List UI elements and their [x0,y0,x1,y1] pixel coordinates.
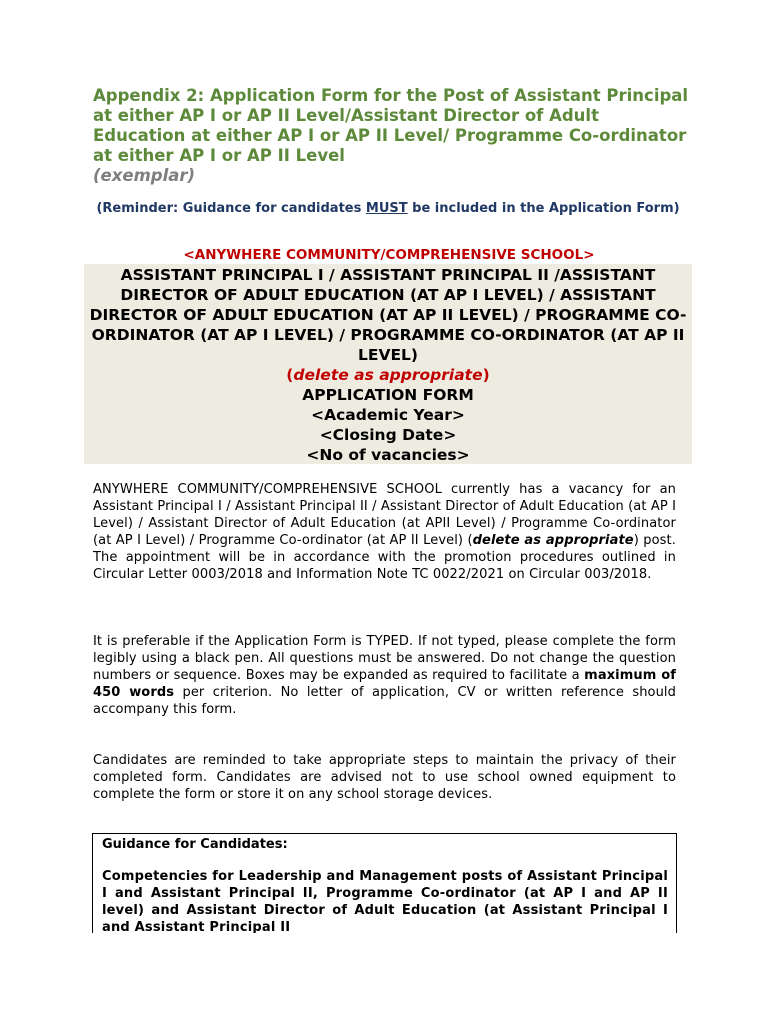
instructions-paragraph [93,633,676,718]
guidance-box [92,833,677,933]
privacy-paragraph: Candidates are reminded to take appropriate steps to maintain the privacy of their completed form. Candidates are advised not to use school owned equipment to complete the form or store it on any school storage devices. [93,753,676,802]
guidance-body: Competencies for Leadership and Management posts of Assistant Principal I and Assistant Principal II, Programme Co-ordinator (at AP I and AP II level) and Assistant Director of Adult Education (at Assistant Principal I and Assistant Principal II [102,869,668,933]
application-form-label: APPLICATION FORM [302,386,474,404]
word-limit: maximum of 450 words [93,668,676,700]
vacancy-text-end: ) post. The appointment will be in accordance with the promotion procedures outlined in Circular Letter 0003/2018 and Information Note TC 0022/2021 on Circular 003/2018. [93,533,676,582]
reminder-note [93,200,683,217]
reminder-text-start: (Reminder: Guidance for candidates [96,201,366,216]
instructions-text-start: It is preferable if the Application Form is TYPED. If not typed, please complete the form legibly using a black pen. All questions must be answered. Do not change the question numbers or sequence. Boxes may be expanded as required to facilitate a [93,634,676,683]
school-name-placeholder: <ANYWHERE COMMUNITY/COMPREHENSIVE SCHOOL> [183,247,595,263]
appendix-heading [93,86,693,186]
instructions-text-end: per criterion. No letter of application, CV or written reference should accompany this form. [93,685,676,717]
vacancy-text-start: ANYWHERE COMMUNITY/COMPREHENSIVE SCHOOL currently has a vacancy for an Assistant Principal I / Assistant Principal II / Assistant Director of Adult Education (at AP I Level) / Assistant Director of Adult Education (at APII Level) / Programme Co-ordinator (at AP I Level) / Programme Co-ordinator (at AP II Level) ( [93,482,676,548]
appendix-title: Appendix 2: Application Form for the Post of Assistant Principal at either AP I or AP II Level/Assistant Director of Adult Education at either AP I or AP II Level/ Programme Co-ordinator at either AP I or AP II Level [93,86,689,165]
post-titles: ASSISTANT PRINCIPAL I / ASSISTANT PRINCIPAL II /ASSISTANT DIRECTOR OF ADULT EDUCATION (AT AP I LEVEL) / ASSISTANT DIRECTOR OF ADULT EDUCATION (AT AP II LEVEL) / PROGRAMME CO-ORDINATOR (AT AP I LEVEL) / PROGRAMME CO-ORDINATOR (AT AP II LEVEL) [89,266,687,364]
reminder-must: MUST [365,201,408,216]
vacancy-delete-note: delete as appropriate [472,533,634,548]
vacancy-paragraph [93,481,676,583]
exemplar-label: (exemplar) [93,166,196,185]
closing-date-placeholder: <Closing Date> [319,426,457,444]
form-title-box [84,264,692,464]
delete-as-appropriate [84,365,692,385]
vacancies-placeholder: <No of vacancies> [306,446,470,464]
academic-year-placeholder: <Academic Year> [311,406,465,424]
delete-open-paren: ( [286,366,294,384]
delete-close-paren: ) [482,366,490,384]
guidance-heading: Guidance for Candidates: [102,837,288,852]
reminder-text-end: be included in the Application Form) [407,201,680,216]
delete-text: delete as appropriate [293,366,483,384]
